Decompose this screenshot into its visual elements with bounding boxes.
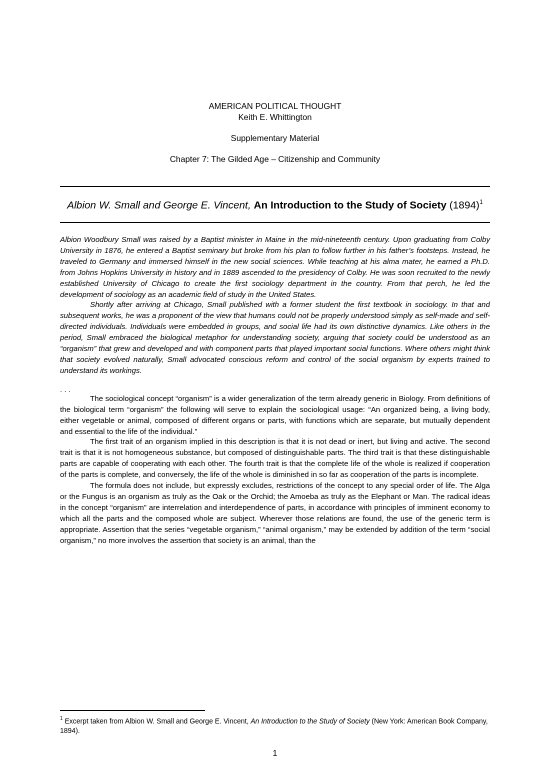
footnote-separator — [60, 710, 205, 711]
excerpt-paragraph: The formula does not include, but expressly excludes, restrictions of the concept to any special order of life. The Alga or the Fungus is an organism as truly as the Oak or the Orchid; the Amoeba as truly as the Elephant or Man. The radical ideas in the concept “organism” are interrelation and interdependence of parts, in accordance with principles of imminent economy to which all the parts and the composed whole are subject. Wherever those relations are found, the use of the generic term is appropriate. Assertion that the series “vegetable organism,” “animal organism,” may be extended by addition of the term “social organism,” no more involves the assertion that society is an animal, than the — [60, 481, 490, 545]
footnote-prefix: Excerpt taken from Albion W. Small and George E. Vincent, — [64, 718, 249, 726]
chapter-title: Chapter 7: The Gilded Age – Citizenship and Community — [169, 154, 381, 164]
document-body — [60, 235, 490, 546]
reading-work: An Introduction to the Study of Society — [253, 200, 447, 212]
ellipsis: . . . — [60, 384, 71, 394]
intro-paragraph: Albion Woodbury Small was raised by a Baptist minister in Maine in the mid-nineteenth century. Upon graduating from Colby University in 1876, he entered a Baptist seminary but broke from his plan to follow further in his father’s footsteps. Instead, he traveled to Germany and immersed himself in the new social sciences. While teaching at his alma mater, he earned a Ph.D. from Johns Hopkins University in history and in 1889 ascended to the presidency of Colby. He was soon recruited to the newly established University of Chicago to create the first sociology department in the country. From that perch, he led the development of sociology as an academic field of study in the United States. — [60, 235, 490, 299]
course-title: AMERICAN POLITICAL THOUGHT — [208, 101, 342, 111]
page-number: 1 — [272, 748, 278, 758]
reading-year: (1894) — [449, 200, 480, 212]
document-header — [60, 101, 490, 165]
supplement-label: Supplementary Material — [230, 133, 320, 143]
intro-paragraph: Shortly after arriving at Chicago, Small published with a former student the first textbook in sociology. In that and subsequent works, he was a proponent of the view that humans could not be properly understood simply as self-made and self-directed individuals. Individuals were embedded in groups, and social life had its own distinctive dynamics. Like others in the period, Small embraced the biological metaphor for understanding society, arguing that society could be understood as an “organism” that grew and developed and with component parts that played important social functions. Where others might think that society evolved naturally, Small advocated conscious reform and control of the social organism by experts trained to understand its workings. — [60, 300, 490, 375]
footnote — [60, 714, 490, 737]
editorial-introduction — [60, 235, 490, 377]
footnote-mark: 1 — [60, 716, 63, 722]
excerpt-paragraph: The sociological concept “organism” is a wider generalization of the term already generic in Biology. From definitions of the biological term “organism” the following will serve to explain the sociological usage: “An organized being, a living body, either vegetable or animal, composed of different organs or parts, with functions which are separate, but mutually dependent and essential to the life of the individual.” — [60, 393, 490, 436]
title-rule-top — [60, 186, 490, 187]
footnote-suffix: (New York: American Book Company, 1894). — [60, 718, 488, 736]
author-name: Keith E. Whittington — [238, 112, 312, 122]
reading-title — [60, 196, 490, 213]
excerpt-text — [60, 394, 490, 547]
title-rule-bottom — [60, 222, 490, 223]
footnote-reference: 1 — [479, 200, 483, 206]
excerpt-paragraph: The first trait of an organism implied in this description is that it is not dead or inert, but living and active. The second trait is that it is not homogeneous substance, but composed of distinguishable parts. The third trait is that these distinguishable parts are capable of cooperating with each other. The fourth trait is that the complete life of the whole is realized if cooperation of the parts is complete, and conversely, the life of the whole is diminished in so far as cooperation of the parts is incomplete. — [60, 437, 490, 480]
reading-authors: Albion W. Small and George E. Vincent, — [67, 200, 251, 212]
footnote-work: An Introduction to the Study of Society — [250, 718, 370, 726]
